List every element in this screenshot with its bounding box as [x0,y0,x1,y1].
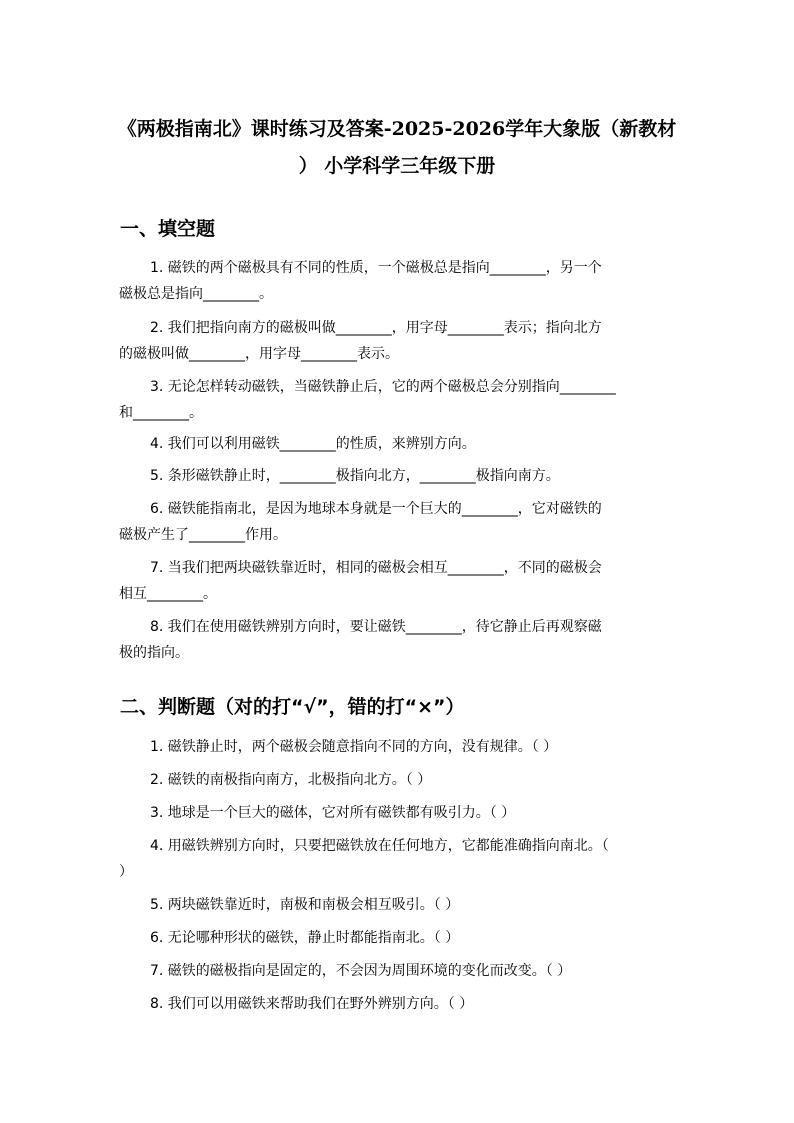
section-heading-true-false: 二、判断题（对的打“√”，错的打“×”） [120,696,465,718]
section-heading-fill-in: 一、填空题 [120,218,216,240]
question-line: 磁极产生了________作用。 [119,527,287,543]
question-line: 的磁极叫做________，用字母________表示。 [119,346,399,362]
document-title-line-2: ） 小学科学三年级下册 [298,155,496,177]
question-line: 5. 条形磁铁静止时，________极指向北方，________极指向南方。 [150,468,560,484]
question-line: 磁极总是指向________。 [119,286,273,302]
question-line: 4. 用磁铁辨别方向时，只要把磁铁放在任何地方，它都能准确指向南北。（ [150,838,609,854]
question-line: 2. 我们把指向南方的磁极叫做________，用字母________表示；指向北方 [150,320,602,336]
question-line: ） [119,864,133,880]
question-line: 1. 磁铁静止时，两个磁极会随意指向不同的方向，没有规律。（ ） [150,739,558,755]
question-line: 7. 磁铁的磁极指向是固定的，不会因为周围环境的变化而改变。（ ） [150,963,572,979]
question-line: 5. 两块磁铁靠近时，南极和南极会相互吸引。（ ） [150,897,460,913]
question-line: 1. 磁铁的两个磁极具有不同的性质，一个磁极总是指向________，另一个 [150,260,602,276]
question-line: 4. 我们可以利用磁铁________的性质，来辨别方向。 [150,436,476,452]
question-line: 3. 地球是一个巨大的磁体，它对所有磁铁都有吸引力。（ ） [150,805,516,821]
question-line: 极的指向。 [119,645,189,661]
question-line: 8. 我们在使用磁铁辨别方向时，要让磁铁________，待它静止后再观察磁 [150,619,602,635]
question-line: 8. 我们可以用磁铁来帮助我们在野外辨别方向。（ ） [150,996,474,1012]
question-line: 3. 无论怎样转动磁铁，当磁铁静止后，它的两个磁极总会分别指向________ [150,379,616,395]
question-line: 7. 当我们把两块磁铁靠近时，相同的磁极会相互________，不同的磁极会 [150,560,602,576]
question-line: 6. 磁铁能指南北，是因为地球本身就是一个巨大的________，它对磁铁的 [150,501,602,517]
document-title-line-1: 《两极指南北》课时练习及答案-2025-2026学年大象版（新教材 [117,118,677,140]
question-line: 和________。 [119,405,203,421]
question-line: 相互________。 [119,586,217,602]
question-line: 2. 磁铁的南极指向南方，北极指向北方。（ ） [150,772,432,788]
question-line: 6. 无论哪种形状的磁铁，静止时都能指南北。（ ） [150,930,460,946]
